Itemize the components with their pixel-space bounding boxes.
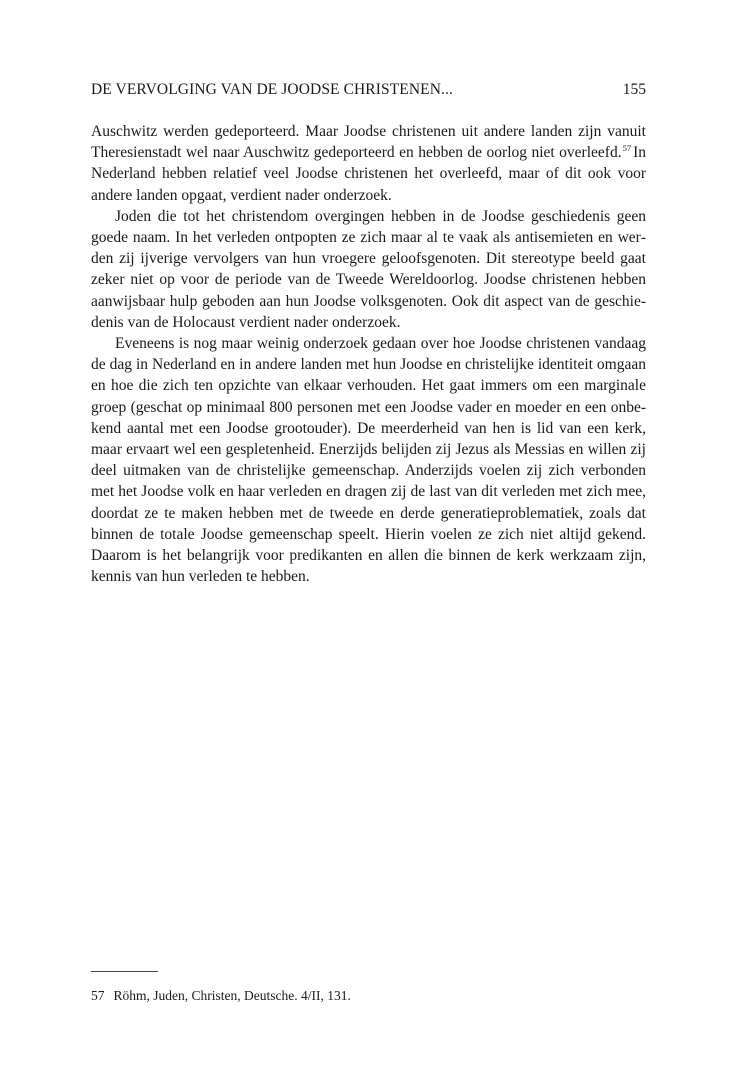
footnote-text: Röhm, Juden, Christen, Deutsche. 4/II, 131. [113,988,351,1003]
paragraph-1-text-part2: In Nederland hebben relatief veel Joodse christenen het overleefd, maar of dit ook voor andere landen opgaat, verdient nader onderzoek. [91,144,646,204]
running-header [91,80,646,100]
footnote-number: 57 [91,988,105,1003]
footnote-57 [91,987,646,1005]
paragraph-2: Joden die tot het christendom overgingen hebben in de Joodse geschiedenis geen goede naam. In het verleden ontpopten ze zich maar al te vaak als antisemieten en werden zij ijverige vervolgers van hun vroegere geloofsgenoten. Dit stereotype beeld gaat zeker niet op voor de periode van de Tweede Wereldoorlog. Joodse christenen hebben aanwijsbaar hulp geboden aan hun Joodse volksgenoten. Ook dit aspect van de geschiedenis van de Holocaust verdient nader onderzoek. [91,207,646,331]
footnote-reference-57: 57 [622,143,632,154]
footnote-divider [91,971,158,972]
paragraph-3: Eveneens is nog maar weinig onderzoek gedaan over hoe Joodse christenen vandaag de dag in Nederland en in andere landen met hun Joodse en christelijke identiteit omgaan en hoe die zich ten opzichte van elkaar verhouden. Het gaat immers om een marginale groep (geschat op minimaal 800 personen met een Joodse vader en moeder en een onbekend aantal met een Joodse grootouder). De meerderheid van hen is lid van een kerk, maar ervaart wel een gespletenheid. Enerzijds belijden zij Jezus als Messias en willen zij deel uitmaken van de christelijke gemeenschap. Anderzijds voelen zij zich verbonden met het Joodse volk en haar verleden en dragen zij de last van dit verleden met zich mee, doordat ze te maken hebben met de tweede en derde generatieproblematiek, zoals dat binnen de totale Joodse gemeenschap speelt. Hierin voelen ze zich niet altijd gekend. Daarom is het belangrijk voor predikanten en allen die binnen de kerk werkzaam zijn, kennis van hun verleden te hebben. [91,335,646,586]
running-title: DE VERVOLGING VAN DE JOODSE CHRISTENEN... [91,81,453,98]
paragraph-1-text-part1: Auschwitz werden gedeporteerd. Maar Joodse christenen uit andere landen zijn vanuit Theresienstadt wel naar Auschwitz gedeporteerd en hebben de oorlog niet overleefd. [91,123,646,162]
paragraph-1 [91,121,646,206]
body-text [91,121,646,587]
page-number: 155 [622,81,646,98]
